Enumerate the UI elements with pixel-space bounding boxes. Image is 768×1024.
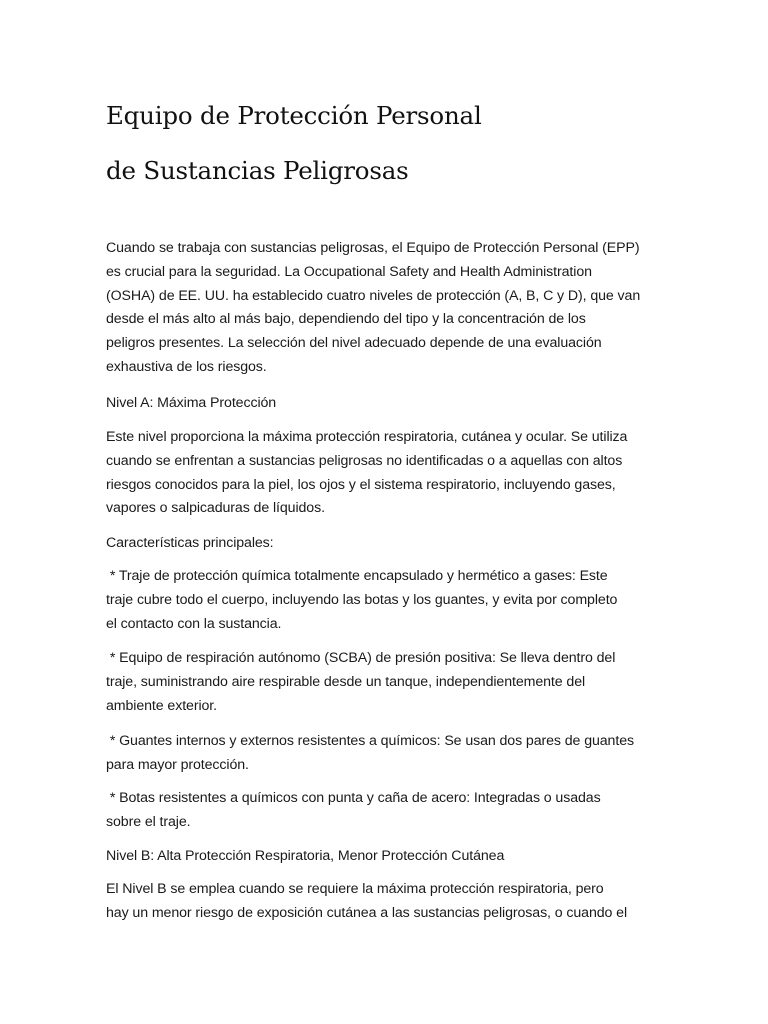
text-line: * Equipo de respiración autónomo (SCBA) de presión positiva: Se lleva dentro del <box>106 650 616 666</box>
text-line: Nivel A: Máxima Protección <box>106 395 277 411</box>
text-line: * Botas resistentes a químicos con punta y caña de acero: Integradas o usadas <box>106 790 601 806</box>
document-title <box>106 88 706 198</box>
text-line: Este nivel proporciona la máxima protección respiratoria, cutánea y ocular. Se utiliza <box>106 429 628 445</box>
list-item-boots <box>106 787 666 835</box>
list-item-suit <box>106 565 666 636</box>
level-a-description <box>106 426 666 521</box>
text-line: vapores o salpicaduras de líquidos. <box>106 500 325 517</box>
title-line-2: de Sustancias Peligrosas <box>106 156 409 185</box>
text-line: riesgos conocidos para la piel, los ojos y el sistema respiratorio, incluyendo gases, <box>106 476 616 493</box>
text-line: peligros presentes. La selección del nivel adecuado depende de una evaluación <box>106 335 602 352</box>
list-item-gloves <box>106 730 666 778</box>
level-b-description <box>106 878 666 926</box>
text-line: para mayor protección. <box>106 756 249 773</box>
text-line: traje cubre todo el cuerpo, incluyendo las botas y los guantes, y evita por completo <box>106 591 618 608</box>
text-line: exhaustiva de los riesgos. <box>106 358 267 375</box>
level-a-heading <box>106 392 666 416</box>
text-line: hay un menor riesgo de exposición cutánea a las sustancias peligrosas, o cuando el <box>106 904 628 921</box>
text-line: Características principales: <box>106 535 274 551</box>
text-line: el contacto con la sustancia. <box>106 615 282 632</box>
text-line: cuando se enfrentan a sustancias peligrosas no identificadas o a aquellas con altos <box>106 452 623 469</box>
text-line: desde el más alto al más bajo, dependiendo del tipo y la concentración de los <box>106 311 586 328</box>
text-line: El Nivel B se emplea cuando se requiere la máxima protección respiratoria, pero <box>106 881 604 897</box>
text-line: * Traje de protección química totalmente encapsulado y hermético a gases: Este <box>106 568 608 584</box>
intro-paragraph <box>106 237 666 380</box>
text-line: traje, suministrando aire respirable desde un tanque, independientemente del <box>106 673 586 690</box>
list-item-scba <box>106 647 666 718</box>
features-heading <box>106 532 666 556</box>
text-line: ambiente exterior. <box>106 697 217 714</box>
title-line-1: Equipo de Protección Personal <box>106 101 482 130</box>
level-b-heading <box>106 845 666 869</box>
text-line: Cuando se trabaja con sustancias peligrosas, el Equipo de Protección Personal (EPP) <box>106 240 640 256</box>
text-line: Nivel B: Alta Protección Respiratoria, Menor Protección Cutánea <box>106 848 505 864</box>
text-line: es crucial para la seguridad. La Occupational Safety and Health Administration <box>106 263 592 280</box>
text-line: sobre el traje. <box>106 813 191 830</box>
text-line: (OSHA) de EE. UU. ha establecido cuatro niveles de protección (A, B, C y D), que van <box>106 287 641 304</box>
text-line: * Guantes internos y externos resistentes a químicos: Se usan dos pares de guantes <box>106 733 634 749</box>
